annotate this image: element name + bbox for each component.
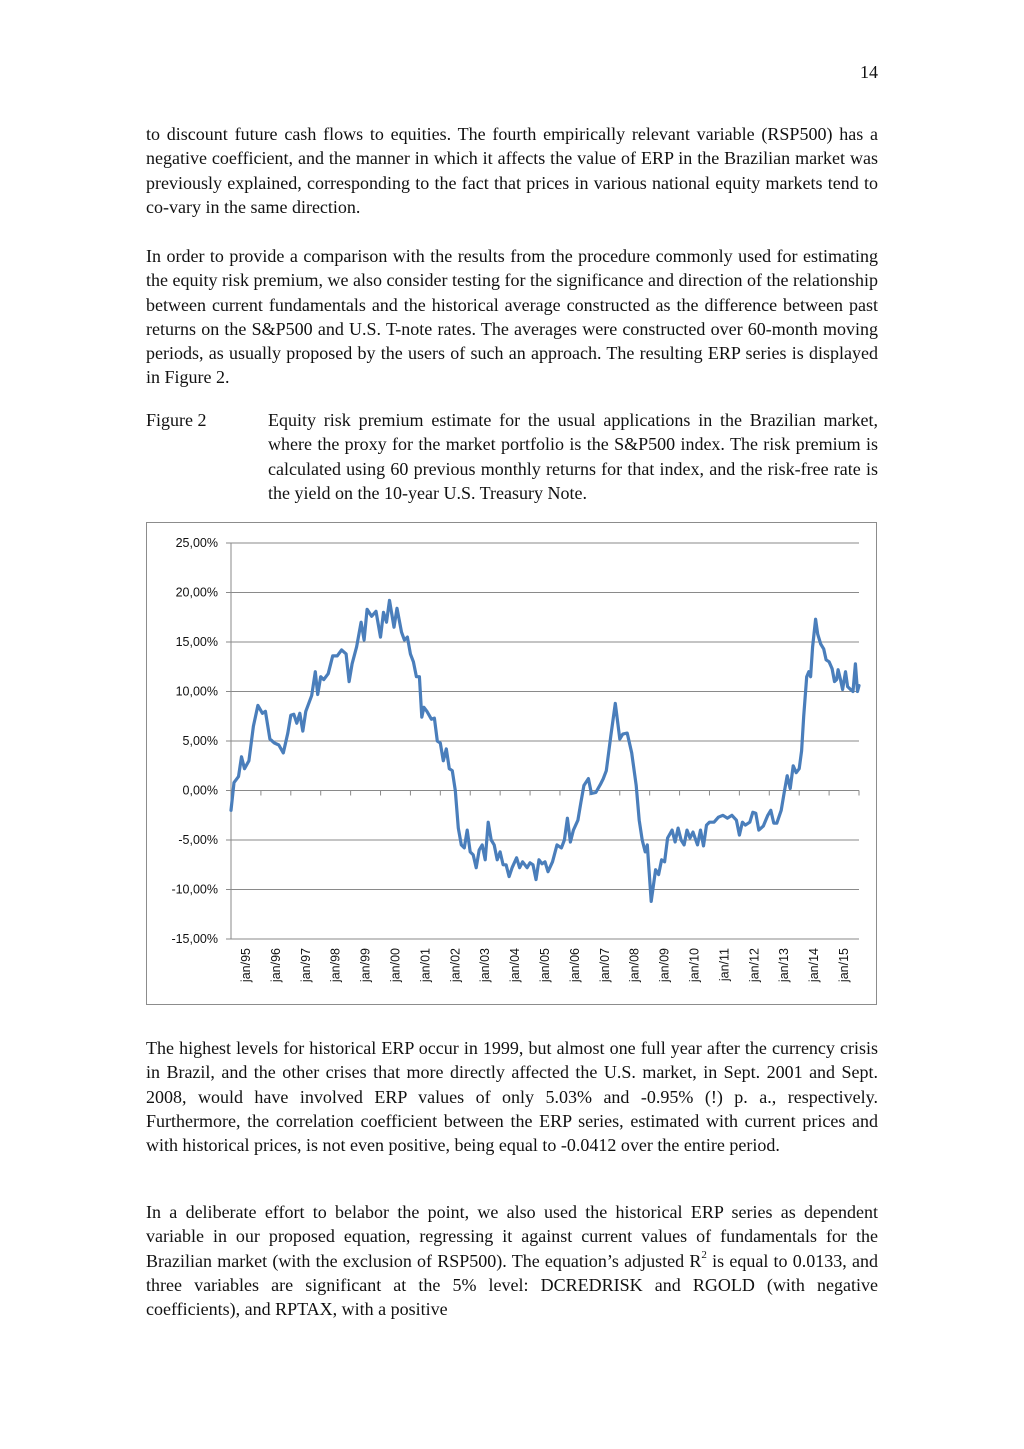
figure-label: Figure 2 <box>146 410 207 430</box>
x-tick-label: jan/01 <box>418 948 433 983</box>
series-layer <box>231 600 859 901</box>
x-tick-label: jan/13 <box>777 948 792 983</box>
x-tick-label: jan/11 <box>717 948 732 982</box>
erp-chart <box>146 522 877 1005</box>
y-tick-label: 20,00% <box>175 585 218 600</box>
x-tick-label: jan/03 <box>478 948 493 983</box>
paragraph-4-text-b: is equal to 0.0133, and three variables are significant at the 5% level: DCREDRISK and RGOLD (with negative coefficients), and RPTAX, with a positive <box>146 1250 878 1320</box>
y-tick-label: 25,00% <box>175 536 218 550</box>
page-number: 14 <box>860 62 878 82</box>
x-tick-label: jan/00 <box>388 948 403 983</box>
x-tick-label: jan/15 <box>837 948 852 983</box>
y-tick-label: 10,00% <box>175 684 218 699</box>
paragraph-1: to discount future cash flows to equities. The fourth empirically relevant variable (RSP500) has a negative coefficient, and the manner in which it affects the value of ERP in the Brazilian market was previously explained, corresponding to the fact that prices in various national equity markets tend to co-vary in the same direction. <box>146 124 878 217</box>
y-tick-label: -5,00% <box>178 833 218 847</box>
x-tick-label: jan/12 <box>747 948 762 983</box>
series-line <box>231 600 859 901</box>
paragraph-4 <box>146 1200 878 1321</box>
x-tick-label: jan/08 <box>627 948 642 983</box>
x-tick-label: jan/07 <box>597 948 612 983</box>
x-tick-label: jan/10 <box>687 948 702 983</box>
x-tick-label: jan/97 <box>298 948 313 983</box>
x-tick-label: jan/02 <box>448 948 463 983</box>
superscript-2: 2 <box>701 1248 707 1261</box>
x-tick-labels <box>239 948 851 983</box>
x-tick-label: jan/96 <box>268 948 283 983</box>
figure-caption-text: Equity risk premium estimate for the usual applications in the Brazilian market, where the proxy for the market portfolio is the S&P500 index. The risk premium is calculated using 60 previous monthly returns for that index, and the risk-free rate is the yield on the 10-year U.S. Treasury Note. <box>268 410 878 503</box>
x-tick-label: jan/06 <box>567 948 582 983</box>
x-tick-label: jan/05 <box>538 948 552 983</box>
x-tick-label: jan/99 <box>358 948 373 983</box>
paragraph-2: In order to provide a comparison with the results from the procedure commonly used for estimating the equity risk premium, we also consider testing for the significance and direction of the relationship between current fundamentals and the historical average constructed as the difference between past returns on the S&P500 and U.S. T-note rates. The averages were constructed over 60-month moving periods, as usually proposed by the users of such an approach. The resulting ERP series is displayed in Figure 2. <box>146 246 878 388</box>
paragraph-3: The highest levels for historical ERP occur in 1999, but almost one full year after the currency crisis in Brazil, and the other crises that more directly affected the U.S. market, in Sept. 2001 and Sept. 2008, would have involved ERP values of only 5.03% and -0.95% (!) p. a., respectively. Furthermore, the correlation coefficient between the ERP series, estimated with current prices and with historical prices, is not even positive, being equal to -0.0412 over the entire period. <box>146 1038 878 1156</box>
y-tick-labels <box>171 536 218 946</box>
erp-line-chart-svg <box>147 523 876 1004</box>
y-tick-label: -10,00% <box>171 882 218 897</box>
y-tick-label: 5,00% <box>182 734 218 748</box>
y-tick-label: 0,00% <box>182 783 218 798</box>
x-tick-label: jan/14 <box>807 948 822 983</box>
x-tick-label: jan/95 <box>238 948 253 983</box>
x-tick-label: jan/04 <box>508 948 523 983</box>
paragraph-4-text-a: In a deliberate effort to belabor the point, we also used the historical ERP series as dependent variable in our proposed equation, regressing it against current values of fundamentals for the Brazilian market (with the exclusion of RSP500). The equation’s adjusted R <box>146 1202 878 1271</box>
x-tick-label: jan/98 <box>328 948 343 983</box>
y-tick-label: -15,00% <box>171 932 218 946</box>
y-tick-label: 15,00% <box>175 635 218 649</box>
x-tick-label: jan/09 <box>657 948 672 983</box>
grid-layer <box>231 543 859 939</box>
